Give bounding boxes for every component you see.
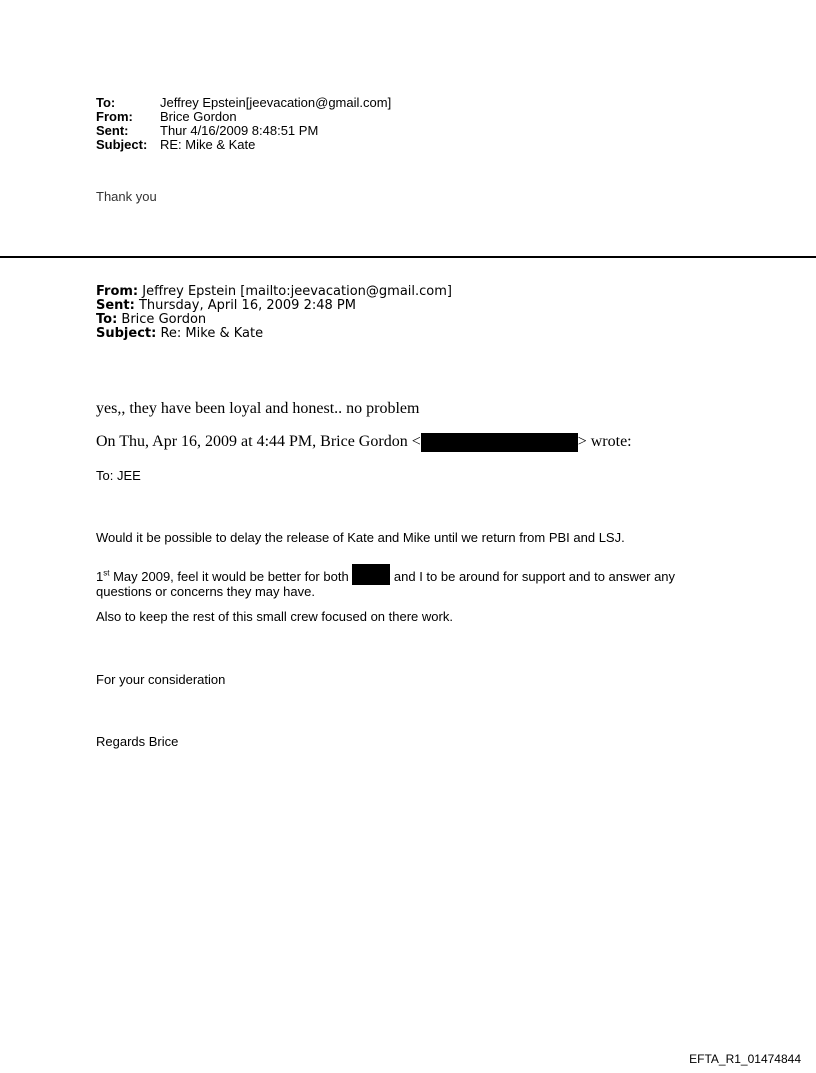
from-row (96, 110, 391, 124)
sent-value: Thur 4/16/2009 8:48:51 PM (160, 123, 319, 138)
to-label: To: (96, 95, 116, 110)
quoted-subject-row (96, 327, 452, 341)
document-id: EFTA_R1_01474844 (689, 1052, 801, 1066)
paragraph-2-line-1 (96, 564, 675, 585)
paragraph-2-part-1: May 2009, feel it would be better for both (109, 569, 353, 584)
quoted-to-value: Brice Gordon (117, 312, 207, 327)
to-row (96, 96, 391, 110)
quoted-sent-label: Sent: (96, 298, 135, 313)
subject-row (96, 138, 391, 152)
quoted-header (96, 285, 452, 341)
paragraph-2-line-2: questions or concerns they may have. (96, 584, 315, 599)
quoted-subject-value: Re: Mike & Kate (156, 326, 264, 341)
quote-attribution-prefix: On Thu, Apr 16, 2009 at 4:44 PM, Brice Gordon < (96, 433, 421, 451)
quote-attribution (96, 433, 632, 452)
quoted-subject-label: Subject: (96, 326, 157, 341)
paragraph-1: Would it be possible to delay the release of Kate and Mike until we return from PBI and LSJ. (96, 530, 625, 545)
paragraph-5: Regards Brice (96, 734, 179, 749)
outer-body: Thank you (96, 189, 157, 204)
paragraph-2 (96, 564, 675, 599)
quoted-sent-value: Thursday, April 16, 2009 2:48 PM (134, 298, 356, 313)
quote-attribution-suffix: > wrote: (577, 433, 632, 451)
redaction-box (421, 433, 578, 452)
divider-line (0, 256, 816, 258)
to-value: Jeffrey Epstein[jeevacation@gmail.com] (160, 95, 392, 110)
quoted-to-row (96, 313, 452, 327)
quoted-to-label: To: (96, 312, 118, 327)
paragraph-2-sup: st (103, 568, 110, 578)
redaction-box (352, 564, 390, 585)
email-header (96, 96, 391, 152)
from-label: From: (96, 109, 133, 124)
quoted-to-line: To: JEE (96, 468, 141, 483)
quoted-from-value: Jeffrey Epstein [mailto:jeevacation@gmail.com] (138, 284, 452, 299)
paragraph-2-part-2: and I to be around for support and to answer any (390, 569, 676, 584)
quoted-from-row (96, 285, 452, 299)
subject-value: RE: Mike & Kate (160, 137, 256, 152)
sent-row (96, 124, 391, 138)
quoted-sent-row (96, 299, 452, 313)
paragraph-2-day: 1 (96, 569, 104, 584)
from-value: Brice Gordon (160, 109, 237, 124)
quoted-from-label: From: (96, 284, 139, 299)
paragraph-4: For your consideration (96, 672, 226, 687)
subject-label: Subject: (96, 137, 148, 152)
paragraph-3: Also to keep the rest of this small crew focused on there work. (96, 609, 453, 624)
reply-text: yes,, they have been loyal and honest.. no problem (96, 400, 420, 417)
sent-label: Sent: (96, 123, 129, 138)
